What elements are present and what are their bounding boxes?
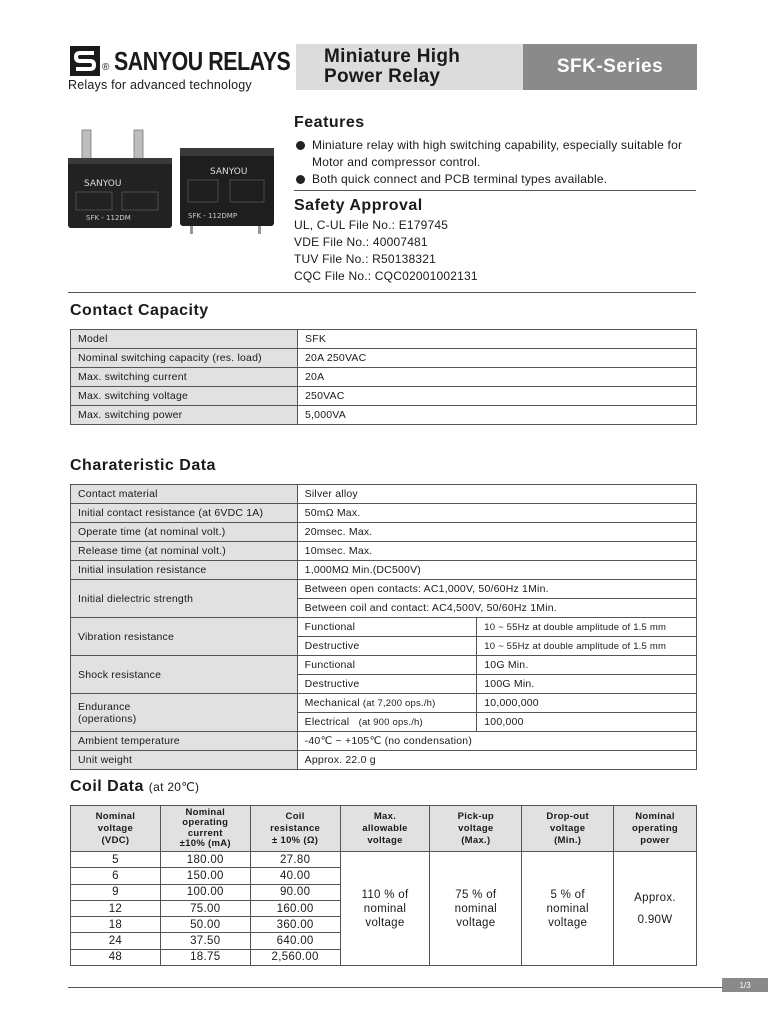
row-value: -40℃ ~ +105℃ (no condensation) xyxy=(297,732,696,751)
divider xyxy=(294,190,696,191)
row-value: 50mΩ Max. xyxy=(297,504,696,523)
row-label: Shock resistance xyxy=(71,656,298,694)
row-label: Initial contact resistance (at 6VDC 1A) xyxy=(71,504,298,523)
feature-item: Miniature relay with high switching capability, especially suitable for Motor and compressor control. xyxy=(296,137,706,171)
table-row xyxy=(71,542,697,561)
characteristic-heading: Charateristic Data xyxy=(70,457,216,474)
row-sublabel xyxy=(297,713,477,732)
col-header-power: Nominal operating power xyxy=(614,806,697,852)
row-value: 100G Min. xyxy=(477,675,697,694)
cell-voltage: 18 xyxy=(71,917,161,933)
series-badge: SFK-Series xyxy=(523,44,697,90)
row-value: 10,000,000 xyxy=(477,694,697,713)
table-header-row xyxy=(71,806,697,852)
row-sublabel: Functional xyxy=(297,618,477,637)
svg-text:SANYOU: SANYOU xyxy=(84,179,122,189)
product-title-line1: Miniature High xyxy=(324,46,461,67)
mechanical-note: (at 7,200 ops./h) xyxy=(362,698,436,709)
cell-resistance: 640.00 xyxy=(250,933,340,949)
cell-voltage: 5 xyxy=(71,852,161,868)
table-row xyxy=(71,523,697,542)
cell-voltage: 48 xyxy=(71,949,161,965)
col-header-dropout: Drop-out voltage (Min.) xyxy=(522,806,614,852)
row-value: Approx. 22.0 g xyxy=(297,751,696,770)
product-title-line2: Power Relay xyxy=(324,66,441,87)
table-row xyxy=(71,406,697,425)
table-row xyxy=(71,387,697,406)
col-header-max-voltage: Max. allowable voltage xyxy=(340,806,430,852)
row-label: Max. switching power xyxy=(71,406,298,425)
row-label: Max. switching voltage xyxy=(71,387,298,406)
row-value: 20msec. Max. xyxy=(297,523,696,542)
col-header-pickup: Pick-up voltage (Max.) xyxy=(430,806,522,852)
table-row xyxy=(71,694,697,713)
cell-resistance: 160.00 xyxy=(250,900,340,916)
svg-text:SANYOU: SANYOU xyxy=(210,167,248,177)
row-value: 1,000MΩ Min.(DC500V) xyxy=(297,561,696,580)
row-label: Release time (at nominal volt.) xyxy=(71,542,298,561)
table-row xyxy=(71,618,697,637)
svg-text:SFK - 112DMP: SFK - 112DMP xyxy=(188,212,238,220)
table-row xyxy=(71,732,697,751)
cell-voltage: 24 xyxy=(71,933,161,949)
characteristic-table xyxy=(70,484,697,770)
coil-heading-text: Coil Data xyxy=(70,778,144,795)
row-label: Operate time (at nominal volt.) xyxy=(71,523,298,542)
table-row xyxy=(71,485,697,504)
endurance-sublabel: (operations) xyxy=(78,712,137,725)
col-header-nominal-voltage: Nominal voltage (VDC) xyxy=(71,806,161,852)
row-value: Between open contacts: AC1,000V, 50/60Hz 1Min. xyxy=(297,580,696,599)
brand-name: SANYOU RELAYS xyxy=(114,46,291,76)
row-label: Ambient temperature xyxy=(71,732,298,751)
svg-text:SFK - 112DM: SFK - 112DM xyxy=(86,214,131,222)
cell-current: 50.00 xyxy=(160,917,250,933)
cell-current: 37.50 xyxy=(160,933,250,949)
col-header-nominal-current: Nominal operating current ±10% (mA) xyxy=(160,806,250,852)
mechanical-label: Mechanical xyxy=(304,697,360,709)
approval-cqc: CQC File No.: CQC02001002131 xyxy=(294,269,478,283)
product-title xyxy=(296,44,523,90)
approval-ul: UL, C-UL File No.: E179745 xyxy=(294,218,449,232)
cell-current: 150.00 xyxy=(160,868,250,884)
safety-approval-list xyxy=(294,217,478,285)
features-heading: Features xyxy=(294,114,365,131)
divider xyxy=(68,292,696,293)
cell-resistance: 90.00 xyxy=(250,884,340,900)
row-sublabel: Functional xyxy=(297,656,477,675)
electrical-note: (at 900 ops./h) xyxy=(358,717,423,728)
cell-pickup: 75 % of nominal voltage xyxy=(430,852,522,966)
row-sublabel: Destructive xyxy=(297,637,477,656)
feature-item: Both quick connect and PCB terminal types available. xyxy=(296,171,706,188)
registered-mark: ® xyxy=(102,62,110,73)
table-row xyxy=(71,751,697,770)
table-row xyxy=(71,656,697,675)
approval-tuv: TUV File No.: R50138321 xyxy=(294,252,437,266)
cell-resistance: 2,560.00 xyxy=(250,949,340,965)
cell-power: Approx. 0.90W xyxy=(614,852,697,966)
approval-vde: VDE File No.: 40007481 xyxy=(294,235,428,249)
row-value: SFK xyxy=(298,330,697,349)
row-label: Unit weight xyxy=(71,751,298,770)
table-row xyxy=(71,504,697,523)
row-value: 100,000 xyxy=(477,713,697,732)
electrical-label: Electrical xyxy=(304,716,350,728)
page-number: 1/3 xyxy=(722,978,768,992)
relay-pcb-image xyxy=(180,148,274,234)
endurance-label: Endurance xyxy=(78,700,131,713)
tagline: Relays for advanced technology xyxy=(68,78,252,92)
cell-resistance: 40.00 xyxy=(250,868,340,884)
cell-dropout: 5 % of nominal voltage xyxy=(522,852,614,966)
table-row xyxy=(71,580,697,599)
row-label: Contact material xyxy=(71,485,298,504)
row-value: 10msec. Max. xyxy=(297,542,696,561)
row-sublabel: Destructive xyxy=(297,675,477,694)
coil-heading-sub: (at 20℃) xyxy=(148,780,200,794)
table-row xyxy=(71,349,697,368)
brand-logo xyxy=(68,44,291,94)
table-row xyxy=(71,330,697,349)
col-header-coil-resistance: Coil resistance ± 10% (Ω) xyxy=(250,806,340,852)
row-value: 5,000VA xyxy=(298,406,697,425)
table-row xyxy=(71,368,697,387)
coil-data-heading xyxy=(70,778,199,796)
row-value: 10G Min. xyxy=(477,656,697,675)
row-label: Initial dielectric strength xyxy=(71,580,298,618)
relay-quick-connect-image xyxy=(68,130,172,228)
relay-product-photo xyxy=(62,128,282,243)
cell-voltage: 6 xyxy=(71,868,161,884)
cell-current: 18.75 xyxy=(160,949,250,965)
cell-current: 180.00 xyxy=(160,852,250,868)
row-label: Max. switching current xyxy=(71,368,298,387)
row-value: 20A xyxy=(298,368,697,387)
row-label: Nominal switching capacity (res. load) xyxy=(71,349,298,368)
row-value: 20A 250VAC xyxy=(298,349,697,368)
cell-voltage: 12 xyxy=(71,900,161,916)
table-row xyxy=(71,561,697,580)
cell-current: 75.00 xyxy=(160,900,250,916)
contact-capacity-table xyxy=(70,329,697,425)
row-value: Silver alloy xyxy=(297,485,696,504)
cell-max-allowable: 110 % of nominal voltage xyxy=(340,852,430,966)
coil-data-table xyxy=(70,805,697,966)
row-label: Vibration resistance xyxy=(71,618,298,656)
cell-voltage: 9 xyxy=(71,884,161,900)
contact-capacity-heading: Contact Capacity xyxy=(70,302,209,319)
row-value: Between coil and contact: AC4,500V, 50/60Hz 1Min. xyxy=(297,599,696,618)
row-label: Initial insulation resistance xyxy=(71,561,298,580)
row-value: 250VAC xyxy=(298,387,697,406)
row-label: Model xyxy=(71,330,298,349)
row-sublabel xyxy=(297,694,477,713)
row-label xyxy=(71,694,298,732)
features-list xyxy=(296,137,706,188)
cell-current: 100.00 xyxy=(160,884,250,900)
cell-resistance: 360.00 xyxy=(250,917,340,933)
row-value: 10 ~ 55Hz at double amplitude of 1.5 mm xyxy=(477,618,697,637)
safety-heading: Safety Approval xyxy=(294,197,423,214)
table-row xyxy=(71,852,697,868)
cell-resistance: 27.80 xyxy=(250,852,340,868)
sanyou-logo-icon xyxy=(70,46,100,76)
divider xyxy=(68,987,722,988)
row-value: 10 ~ 55Hz at double amplitude of 1.5 mm xyxy=(477,637,697,656)
